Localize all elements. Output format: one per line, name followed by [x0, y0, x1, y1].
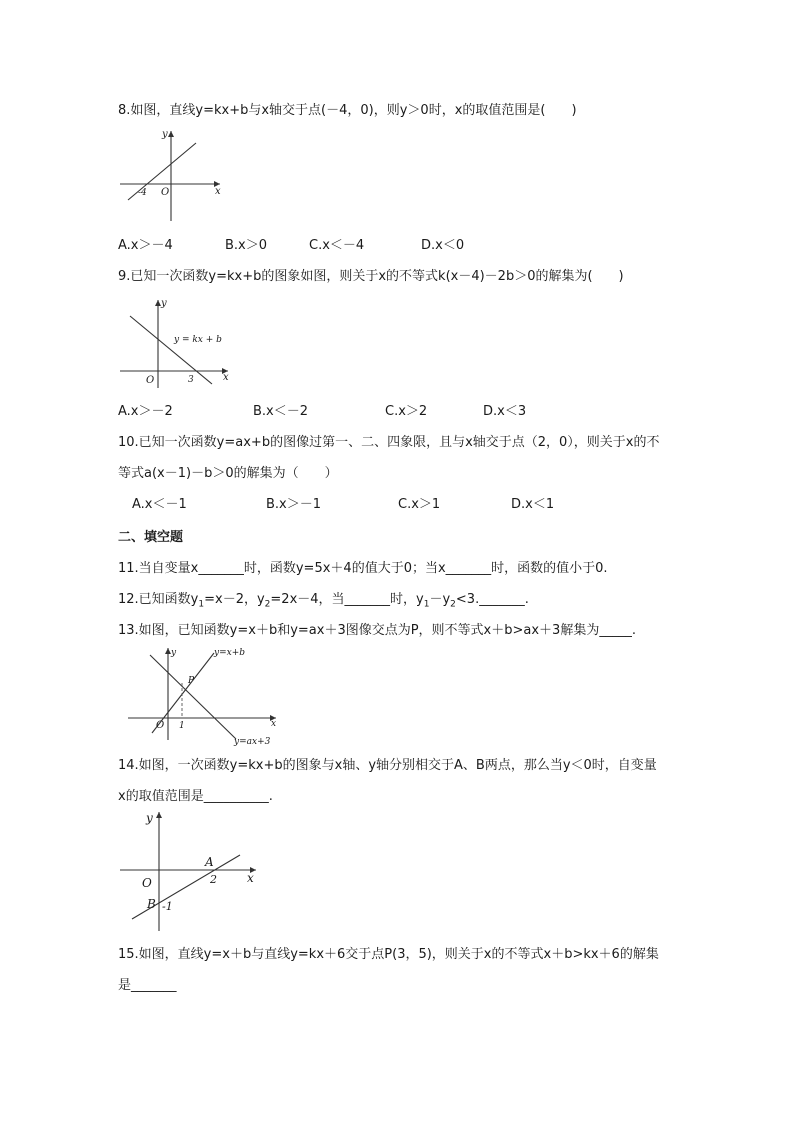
q8-option-b: B.x＞0	[225, 238, 268, 253]
q10-option-d: D.x＜1	[511, 497, 555, 512]
q14-text-1: 14.如图，一次函数y=kx+b的图象与x轴、y轴分别相交于A、B两点，那么当y＜0时，自变量	[118, 758, 657, 773]
q9-text: 9.已知一次函数y=kx+b的图象如图，则关于x的不等式k(x－4)－2b＞0的解集为( )	[118, 269, 624, 284]
q10-option-c: C.x＞1	[398, 497, 441, 512]
q12-text	[118, 591, 529, 614]
q9-tick: 3	[188, 375, 194, 385]
q11-text: 11.当自变量x_______时，函数y=5x＋4的值大于0；当x_______时，函数的值小于0.	[118, 561, 608, 576]
q9-graph	[118, 296, 238, 391]
q9-x-label: x	[223, 372, 229, 383]
q12-part: <3._______.	[455, 592, 529, 607]
q9-origin: O	[146, 375, 155, 386]
q12-sub: 2	[264, 599, 271, 610]
q8-y-arrow	[168, 131, 174, 137]
q14-origin: O	[142, 876, 152, 890]
q14-point-a: A	[205, 855, 214, 869]
q8-option-d: D.x＜0	[421, 238, 465, 253]
q8-option-c: C.x＜－4	[309, 238, 365, 253]
q8-x-label: x	[215, 186, 221, 197]
q12-sub: 2	[450, 599, 456, 610]
q12-part: =2x－4，当_______时，y	[270, 592, 424, 607]
q8-text: 8.如图，直线y=kx+b与x轴交于点(－4，0)，则y＞0时，x的取值范围是( )	[118, 103, 577, 118]
q14-tick-minus1: -1	[162, 900, 173, 913]
q12-sub: 1	[423, 599, 430, 610]
q12-part: －y	[429, 592, 451, 607]
q15-text-1: 15.如图，直线y=x＋b与直线y=kx＋6交于点P(3，5)，则关于x的不等式x＋b>kx＋6的解集	[118, 947, 659, 962]
q8-option-a: A.x＞－4	[118, 238, 173, 253]
q14-graph	[118, 808, 263, 933]
q10-text-2: 等式a(x－1)－b＞0的解集为（ ）	[118, 466, 338, 481]
q14-tick-2: 2	[210, 873, 217, 886]
q13-graph	[126, 645, 286, 745]
q10-option-b: B.x＞－1	[266, 497, 322, 512]
q12-part: 12.已知函数y	[118, 592, 199, 607]
section-heading: 二、填空题	[118, 530, 184, 545]
q13-text: 13.如图，已知函数y=x＋b和y=ax＋3图像交点为P，则不等式x＋b>ax＋3解集为_____.	[118, 623, 636, 638]
q9-option-a: A.x＞－2	[118, 404, 173, 419]
q9-option-b: B.x＜－2	[253, 404, 309, 419]
q13-x-label: x	[271, 719, 277, 729]
q14-point-b: B	[147, 897, 156, 911]
q13-point-p: P	[188, 676, 195, 686]
q12-part: =x－2，y	[204, 592, 265, 607]
q9-option-d: D.x＜3	[483, 404, 527, 419]
q13-y-label: y	[171, 648, 177, 658]
q14-text-2: x的取值范围是__________.	[118, 789, 273, 804]
q14-y-arrow	[156, 812, 162, 818]
q8-y-label: y	[162, 129, 168, 140]
q10-option-a: A.x＜－1	[132, 497, 187, 512]
q14-y-label: y	[146, 811, 153, 825]
q13-tick: 1	[179, 721, 185, 731]
q9-y-label: y	[161, 298, 167, 309]
q8-tick: -4	[138, 188, 147, 198]
q12-sub: 1	[198, 599, 205, 610]
q8-graph	[116, 125, 226, 225]
q9-line-label: y = kx + b	[174, 335, 222, 345]
q9-option-c: C.x＞2	[385, 404, 428, 419]
q14-x-label: x	[247, 871, 254, 885]
q13-origin: O	[156, 720, 165, 731]
q10-text-1: 10.已知一次函数y=ax+b的图像过第一、二、四象限，且与x轴交于点（2，0），则关于x的不	[118, 435, 660, 450]
q15-text-2: 是_______	[118, 978, 177, 993]
q9-line	[130, 316, 212, 384]
q13-line-2-label: y=ax+3	[234, 737, 271, 747]
q13-line-1-label: y=x+b	[214, 648, 246, 658]
q8-origin: O	[161, 187, 170, 198]
